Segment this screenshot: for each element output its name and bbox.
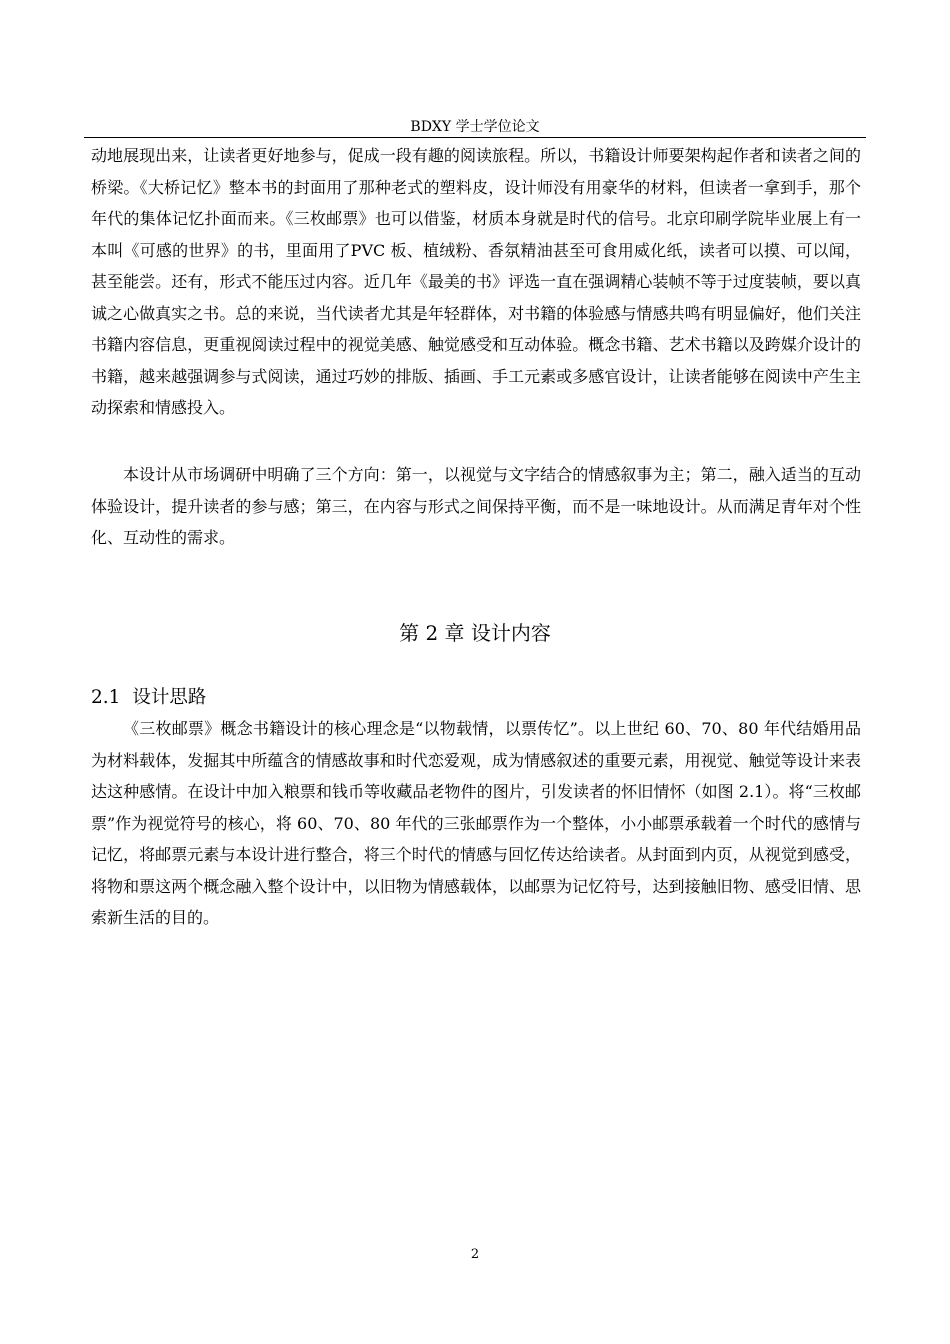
- body-paragraph-2: 本设计从市场调研中明确了三个方向：第一，以视觉与文字结合的情感叙事为主；第二，融入适当的互动体验设计，提升读者的参与感；第三，在内容与形式之间保持平衡，而不是一味地设计。从而满足青年对个性化、互动性的需求。: [91, 465, 861, 547]
- page-number: 2: [470, 1247, 480, 1262]
- body-paragraph-3: 《三枚邮票》概念书籍设计的核心理念是“以物载情，以票传忆”。以上世纪 60、70、80 年代结婚用品为材料载体，发掘其中所蕴含的情感故事和时代恋爱观，成为情感叙述的重要元素，用视觉、触觉等设计来表达这种感情。在设计中加入粮票和钱币等收藏品老物件的图片，引发读者的怀旧情怀（如图 2.1）。将“三枚邮票”作为视觉符号的核心，将 60、70、80 年代的三张邮票作为一个整体，小小邮票承载着一个时代的感情与记忆，将邮票元素与本设计进行整合，将三个时代的情感与回忆传达给读者。从封面到内页，从视觉到感受，将物和票这两个概念融入整个设计中，以旧物为情感载体，以邮票为记忆符号，达到接触旧物、感受旧情、思索新生活的目的。: [91, 719, 861, 927]
- chapter-title: 第 2 章 设计内容: [399, 621, 551, 645]
- header-divider: [84, 137, 866, 138]
- body-paragraph-1: 动地展现出来，让读者更好地参与，促成一段有趣的阅读旅程。所以，书籍设计师要架构起作者和读者之间的桥梁。《大桥记忆》整本书的封面用了那种老式的塑料皮，设计师没有用豪华的材料，但读者一拿到手，那个年代的集体记忆扑面而来。《三枚邮票》也可以借鉴，材质本身就是时代的信号。北京印刷学院毕业展上有一本叫《可感的世界》的书，里面用了PVC 板、植绒粉、香氛精油甚至可食用威化纸，读者可以摸、可以闻，甚至能尝。还有，形式不能压过内容。近几年《最美的书》评选一直在强调精心装帧不等于过度装帧，要以真诚之心做真实之书。总的来说，当代读者尤其是年轻群体，对书籍的体验感与情感共鸣有明显偏好，他们关注书籍内容信息，更重视阅读过程中的视觉美感、触觉感受和互动体验。概念书籍、艺术书籍以及跨媒介设计的书籍，越来越强调参与式阅读，通过巧妙的排版、插画、手工元素或多感官设计，让读者能够在阅读中产生主动探索和情感投入。: [91, 146, 861, 417]
- section-title: 设计思路: [132, 687, 207, 708]
- running-header: BDXY 学士学位论文: [410, 119, 540, 135]
- section-heading: [91, 684, 206, 712]
- section-number: 2.1: [91, 687, 121, 708]
